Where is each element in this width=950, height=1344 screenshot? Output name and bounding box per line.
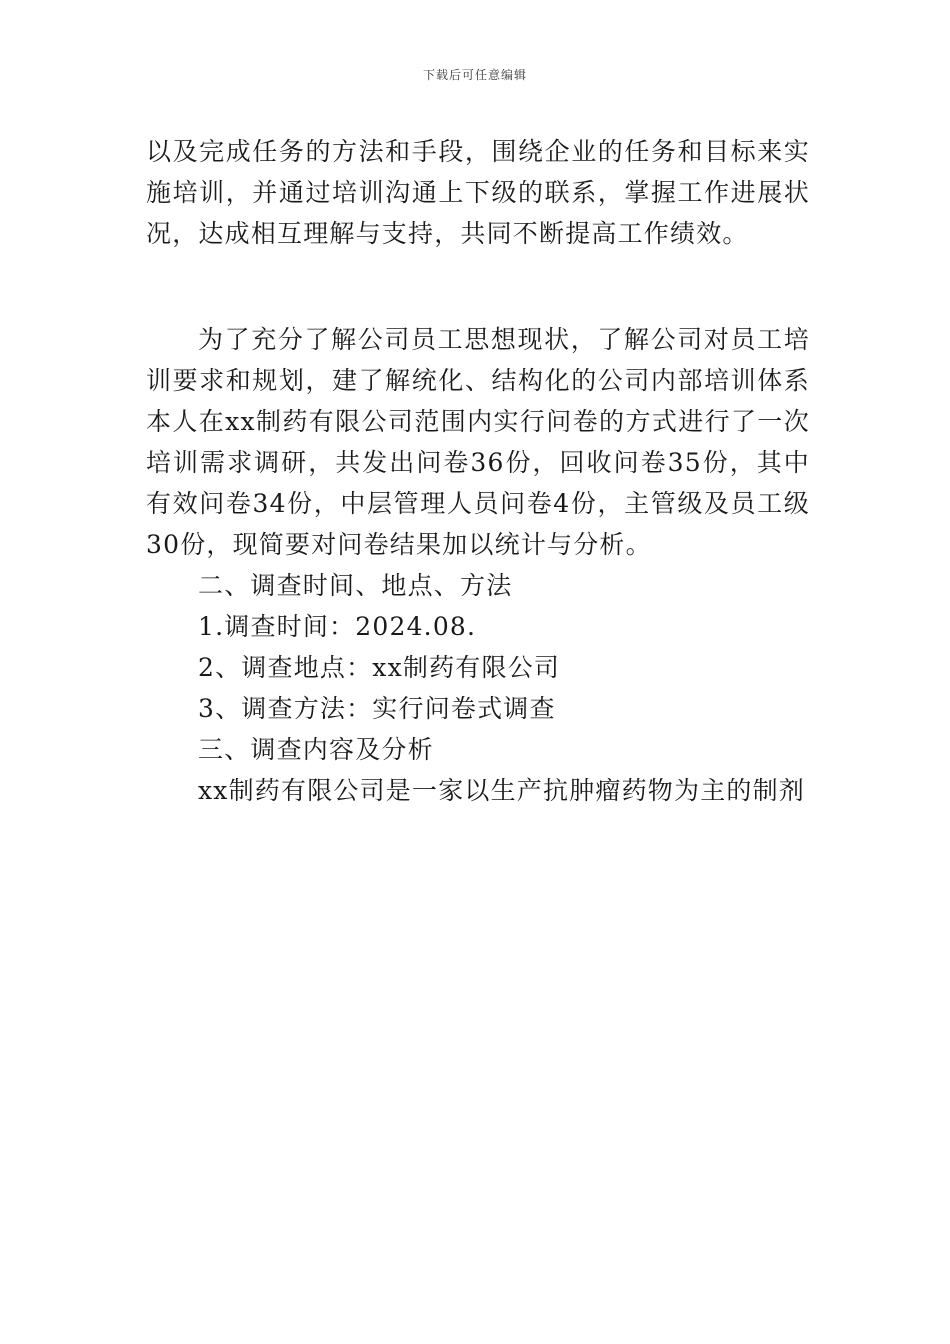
- section-heading-3: 三、调查内容及分析: [198, 735, 434, 764]
- list-item-method: 3、调查方法：实行问卷式调查: [198, 694, 556, 723]
- document-body: [146, 131, 810, 811]
- paragraph-1: 以及完成任务的方法和手段，围绕企业的任务和目标来实施培训，并通过培训沟通上下级的联系，掌握工作进展状况，达成相互理解与支持，共同不断提高工作绩效。: [146, 137, 810, 248]
- paragraph-2: 为了充分了解公司员工思想现状，了解公司对员工培训要求和规划，建了解统化、结构化的公司内部培训体系本人在xx制药有限公司范围内实行问卷的方式进行了一次培训需求调研，共发出问卷36份，回收问卷35份，其中有效问卷34份，中层管理人员问卷4份，主管级及员工级30份，现简要对问卷结果加以统计与分析。: [146, 325, 810, 559]
- section-heading-2: 二、调查时间、地点、方法: [198, 571, 513, 600]
- paragraph-3: xx制药有限公司是一家以生产抗肿瘤药物为主的制剂: [198, 776, 806, 805]
- header-note: 下载后可任意编辑: [422, 68, 527, 82]
- list-item-time: 1.调查时间：2024.08.: [198, 612, 477, 641]
- list-item-location: 2、调查地点：xx制药有限公司: [198, 653, 561, 682]
